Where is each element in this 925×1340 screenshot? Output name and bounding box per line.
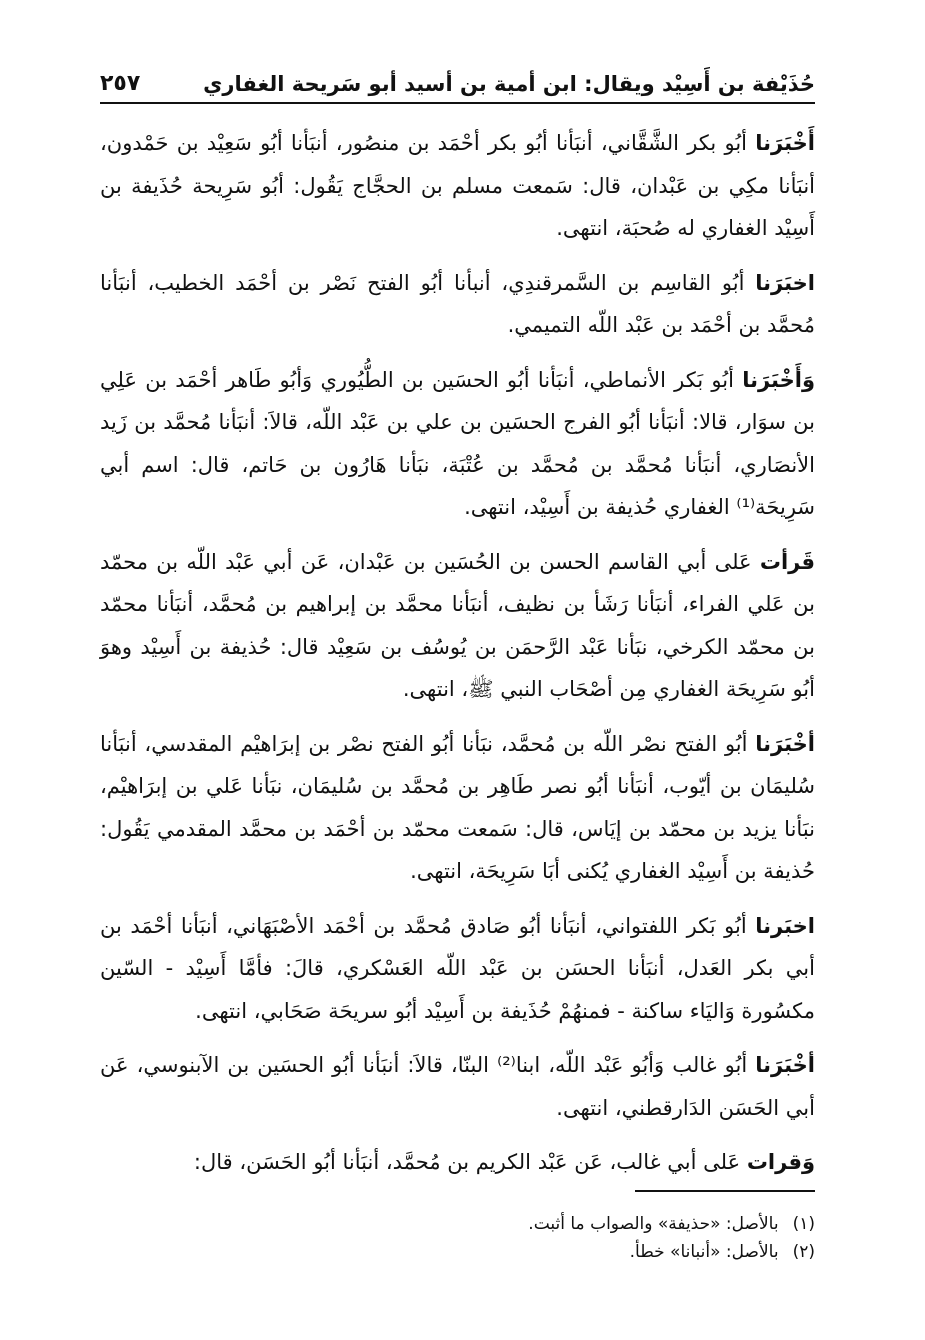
paragraph-text: أبُو القاسِم بن السَّمرقندِي، أنبأنا أبُو الفتح نَصْر بن أحْمَد الخطيب، أنبَأنا مُحمَّد بن أحْمَد بن عَبْد اللّه التميمي. [100,270,815,337]
footnote-text: بالأصل: «حذيفة» والصواب ما أثبت. [528,1214,779,1234]
paragraph-text: عَلى أبي غالب، عَن عَبْد الكريم بن مُحمَّد، أنبَأنا أبُو الحَسَن، قال: [193,1150,747,1174]
main-text [100,122,815,1196]
footnote-number: (١) [792,1214,815,1234]
footnote-divider [635,1190,815,1192]
page-number: ٢٥٧ [100,71,141,96]
paragraph-4 [100,541,815,711]
paragraph-text: أبُو غالب وَأبُو عَبْد اللّه، ابنا⁽²⁾ البنّا، قالاَ: أنبَأنا أبُو الحسَين بن الآبنوسي، عَن أبي الحَسَن الدَارقطني، انتهى. [100,1053,815,1120]
paragraph-7 [100,1044,815,1129]
footnote-1 [100,1210,815,1238]
paragraph-6 [100,905,815,1033]
running-header [100,58,815,104]
footnotes [100,1210,815,1266]
paragraph-lead: اخبَرَنا [755,270,815,295]
paragraph-1 [100,122,815,250]
paragraph-lead: وَأَخْبَرَنا [742,367,815,392]
paragraph-text: أبُو بَكر الأنماطي، أنبَأنا أبُو الحسَين بن الطُّيُوري وَأبُو طَاهر أحْمَد بن عَلِي بن سوَار، قالا: أنبَأنا أبُو الفرج الحسَين بن علي بن عَبْد اللّه، قالاَ: أنبَأنا مُحمَّد بن زَيد الأنصَاري، أنبَأنا مُحمَّد بن مُحمَّد بن عُتْبَة، نبَأنا هَارُون بن حَاتم، قال: اسم أبي سَرِيحَة⁽¹⁾ الغفاري حُذيفة بن أَسِيْد، انتهى. [100,367,815,519]
paragraph-lead: أخْبَرَنا [755,1053,815,1077]
paragraph-text: عَلى أبي القاسم الحسن بن الحُسَين بن عَبْدان، عَن أبي عَبْد اللّه بن محمّد بن عَلي الفراء، أنبَأنا رَشَأ بن نظيف، أنبَأنا محمَّد بن إبراهيم بن مُحمَّد، أنبَأنا محمّد بن محمّد الكرخي، نبَأنا عَبْد الرَّحمَن بن يُوسُف بن سَعِيْد قال: حُذيفة بن أَسِيْد وهوَ أبُو سَرِيحَة الغفاري مِن أصْحَاب النبي ﷺ، انتهى. [100,549,815,701]
paragraph-5 [100,723,815,893]
footnote-number: (٢) [792,1242,815,1262]
paragraph-lead: وَقرات [746,1150,815,1174]
paragraph-lead: اخبَرنا [755,913,815,938]
running-title: حُذَيْفة بن أَسِيْد ويقال: ابن أمية بن أسيد أبو سَريحة الغفاري [203,72,815,96]
paragraph-text: أبُو بكر الشَّقَّاني، أنبَأنا أبُو بكر أحْمَد بن منصُور، أنبَأنا أبُو سَعِيْد بن حَمْدون، أنبَأنا مكِي بن عَبْدان، قال: سَمعت مسلم بن الحجَّاج يَقُول: أبُو سَرِيحة حُذَيفة بن أَسِيْد الغفاري له صُحبَة، انتهى. [100,131,815,240]
paragraph-lead: أَخْبَرَنا [755,131,815,155]
paragraph-text: أبُو الفتح نصْر اللّه بن مُحمَّد، نبَأنا أبُو الفتح نصْر بن إبرَاهيْم المقدسي، أنبَأنا سُليمَان بن أيّوب، أنبَأنا أبُو نصر طَاهِر بن مُحمَّد بن سُليمَان، نبَأنا عَلي بن إبرَاهيْم، نبَأنا يزيد بن محمّد بن إيَاس، قال: سَمعت محمّد بن أحْمَد بن محمَّد المقدمي يَقُول: حُذيفة بن أَسِيْد الغفاري يُكنى أبَا سَرِيحَة، انتهى. [100,731,815,883]
footnote-text: بالأصل: «أنبانا» خطأ. [629,1242,779,1262]
paragraph-lead: أخْبَرَنا [755,731,815,756]
paragraph-3 [100,359,815,529]
paragraph-lead: قَرأت [759,549,815,574]
footnote-2 [100,1238,815,1266]
paragraph-text: أبُو بَكر اللفتواني، أنبَأنا أبُو صَادق مُحمَّد بن أحْمَد الأصْبَهَاني، أنبَأنا أحْمَد بن أبي بكر العَدل، أنبَأنا الحسَن بن عَبْد اللّه العَسْكري، قالَ: فأمَّا أَسِيْد - السّين مكسُورة وَاليَاء ساكنة - فمنهُمْ حُذَيفة بن أَسِيْد أبُو سريحَة صَحَابي، انتهى. [100,913,815,1023]
paragraph-2 [100,262,815,347]
paragraph-8 [100,1141,815,1184]
